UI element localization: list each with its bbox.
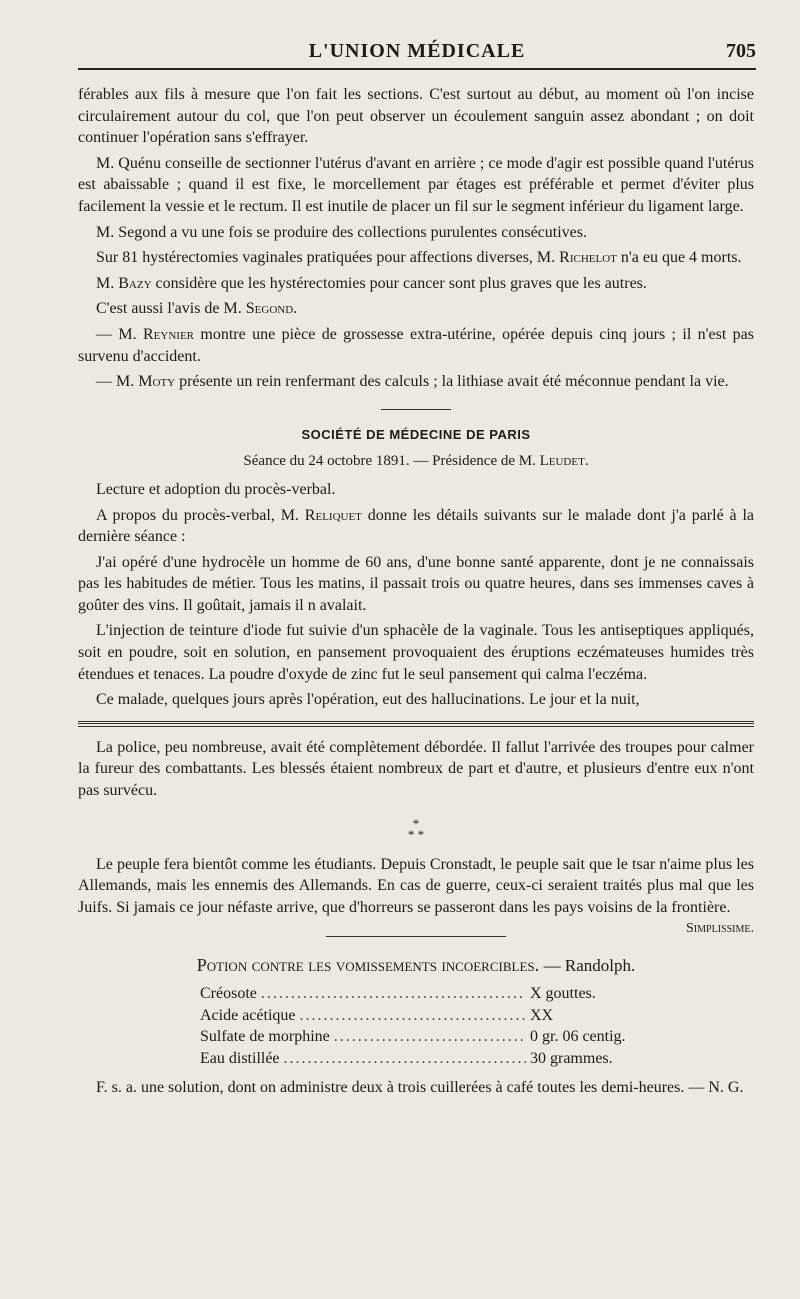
- person-name: Segond: [245, 300, 294, 318]
- text-run: Sur 81 hystérectomies vaginales pratiquées pour affections diverses, M.: [96, 249, 556, 267]
- person-name: Moty: [138, 373, 176, 391]
- ingredient-name: Acide acétique: [200, 1006, 296, 1024]
- paragraph: M. Quénu conseille de sectionner l'utérus d'avant en arrière ; ce mode d'agir est possible quand l'utérus est abaissable ; quand il est fixe, le morcellement par étages est préférable et permet d'éviter plus facilement la vessie et le rectum. Il est inutile de placer un fil sur le segment inférieur du ligament large.: [78, 154, 754, 215]
- ingredient-dose: 30 grammes.: [530, 1049, 613, 1067]
- paragraph: férables aux fils à mesure que l'on fait les sections. C'est surtout au début, au moment où l'on incise circulairement autour du col, que l'on peut observer un écoulement sanguin assez abondant ; on doit continuer l'opération sans s'effrayer.: [78, 86, 754, 147]
- page-header: [78, 40, 756, 68]
- text-run: .: [584, 453, 589, 470]
- session-line: [78, 451, 754, 473]
- text-run: .: [293, 300, 298, 318]
- asterism-glyphs: * * *: [407, 815, 425, 842]
- recipe-row: [200, 983, 630, 1005]
- running-title: L'UNION MÉDICALE: [308, 40, 526, 62]
- text-run: donne les détails suivants sur le malade dont j'a parlé à la dernière séance :: [78, 506, 755, 546]
- leader-dots: [334, 1026, 526, 1048]
- leader-dots: [284, 1048, 526, 1070]
- text-run: Le peuple fera bientôt comme les étudiants. Depuis Cronstadt, le peuple sait que le tsar n'aime plus les Allemands, mais les ennemis des Allemands. En cas de guerre, ceux-ci seraient traités plus mal que les Juifs. Si jamais ce jour néfaste arrive, que d'horreurs se passeront dans les pays voisins de la frontière.: [78, 855, 754, 916]
- potion-title: [78, 955, 754, 977]
- recipe-row: [200, 1005, 630, 1027]
- person-name: Bazy: [118, 274, 152, 292]
- text-run: C'est aussi l'avis de M.: [96, 300, 242, 318]
- paragraph: [78, 854, 754, 937]
- paragraph: J'ai opéré d'une hydrocèle un homme de 60 ans, d'une bonne santé apparente, dont je ne connaissais pas les habitudes de métier. Tous les matins, il passait trois ou quatre heures, dans ses immenses caves à goûter des vins. Il goûtait, jamais il n avalait.: [78, 553, 754, 614]
- ingredient-dose: 0 gr. 06 centig.: [530, 1028, 626, 1045]
- section-title: SOCIÉTÉ DE MÉDECINE DE PARIS: [301, 426, 531, 442]
- text-run: Potion contre les vomissements incoercibles.: [196, 955, 540, 976]
- section-divider: [326, 936, 506, 937]
- recipe: [200, 983, 630, 1069]
- section-divider: [381, 409, 451, 410]
- paragraph: [78, 247, 754, 269]
- leader-dots: [300, 1005, 527, 1027]
- ingredient-name: Créosote: [200, 985, 257, 1002]
- person-name: Richelot: [559, 249, 617, 267]
- text-run: — Randolph.: [543, 956, 636, 976]
- paragraph: [78, 324, 754, 367]
- text-run: n'a eu que 4 morts.: [620, 249, 742, 267]
- author-signature: Simplissime.: [686, 921, 754, 937]
- text-run: — M.: [96, 325, 137, 343]
- paragraph: F. s. a. une solution, dont on administre deux à trois cuillerées à café toutes les demi-heures. — N. G.: [96, 1079, 744, 1096]
- paragraph: Lecture et adoption du procès-verbal.: [96, 480, 336, 498]
- text-run: présente un rein renfermant des calculs ; la lithiase avait été méconnue pendant la vie.: [179, 373, 729, 391]
- paragraph: La police, peu nombreuse, avait été complètement débordée. Il fallut l'arrivée des troupes pour calmer la fureur des combattants. Les blessés étaient nombreux de part et d'autre, et plusieurs d'entre eux n'ont pas survécu.: [78, 738, 754, 800]
- page-body: [78, 84, 754, 1103]
- text-run: M.: [96, 274, 115, 292]
- page-number: 705: [726, 40, 756, 62]
- feuilleton-divider: [78, 721, 754, 727]
- paragraph: M. Segond a vu une fois se produire des collections purulentes consécutives.: [96, 223, 587, 241]
- paragraph: L'injection de teinture d'iode fut suivie d'un sphacèle de la vaginale. Tous les antiseptiques appliqués, soit en poudre, soit en solution, en pansement provoquaient des éruptions eczémateuses humides très étendues et tenaces. La poudre d'oxyde de zinc fut le seul pansement qui calma l'eczéma.: [78, 622, 754, 683]
- ingredient-dose: X gouttes.: [530, 985, 596, 1002]
- text-run: Séance du 24 octobre 1891. — Présidence de M.: [243, 453, 536, 470]
- asterism: [78, 815, 754, 842]
- text-run: montre une pièce de grossesse extra-utérine, opérée depuis cinq jours ; il n'est pas survenu d'accident.: [78, 325, 755, 365]
- text-run: — M.: [96, 373, 135, 391]
- paragraph: [78, 298, 754, 320]
- paragraph: [78, 505, 754, 548]
- paragraph: [78, 273, 754, 295]
- person-name: Reliquet: [304, 506, 362, 524]
- ingredient-dose: XX: [530, 1006, 554, 1024]
- person-name: Reynier: [143, 325, 194, 343]
- person-name: Leudet: [539, 453, 585, 470]
- header-rule: [78, 68, 756, 70]
- text-run: considère que les hystérectomies pour cancer sont plus graves que les autres.: [155, 274, 647, 292]
- text-run: A propos du procès-verbal, M.: [96, 506, 299, 524]
- ingredient-name: Sulfate de morphine: [200, 1028, 330, 1045]
- recipe-row: [200, 1026, 630, 1048]
- leader-dots: [261, 983, 526, 1005]
- paragraph: Ce malade, quelques jours après l'opération, eut des hallucinations. Le jour et la nuit,: [96, 691, 640, 709]
- recipe-row: [200, 1048, 630, 1070]
- ingredient-name: Eau distillée: [200, 1049, 280, 1067]
- paragraph: [78, 371, 754, 393]
